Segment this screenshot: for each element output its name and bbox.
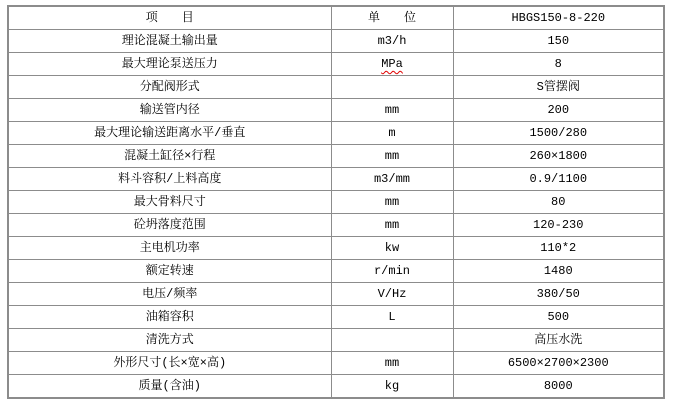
value-cell: 1500/280	[453, 122, 664, 145]
unit-cell	[331, 352, 453, 375]
item-cell: 最大骨料尺寸	[8, 191, 331, 214]
item-cell: 最大理论泵送压力	[8, 53, 331, 76]
table-row	[8, 30, 664, 53]
table-row	[8, 306, 664, 329]
item-cell: 额定转速	[8, 260, 331, 283]
item-cell: 料斗容积/上料高度	[8, 168, 331, 191]
table-row	[8, 122, 664, 145]
header-item: 项 目	[8, 6, 331, 30]
table-row	[8, 53, 664, 76]
header-unit: 单 位	[331, 6, 453, 30]
item-cell: 砼坍落度范围	[8, 214, 331, 237]
unit-cell	[331, 329, 453, 352]
table-row	[8, 260, 664, 283]
unit-text: kg	[384, 379, 400, 393]
item-cell: 油箱容积	[8, 306, 331, 329]
unit-cell	[331, 283, 453, 306]
item-cell: 主电机功率	[8, 237, 331, 260]
value-cell: 380/50	[453, 283, 664, 306]
unit-cell	[331, 375, 453, 399]
header-row	[8, 6, 664, 30]
item-cell: 外形尺寸(长×宽×高)	[8, 352, 331, 375]
item-cell: 分配阀形式	[8, 76, 331, 99]
unit-text: m3/h	[377, 34, 407, 48]
unit-cell	[331, 122, 453, 145]
unit-text: mm	[384, 149, 400, 163]
unit-cell	[331, 168, 453, 191]
spec-table	[7, 5, 665, 399]
value-cell: 8000	[453, 375, 664, 399]
value-cell: 8	[453, 53, 664, 76]
value-cell: 80	[453, 191, 664, 214]
item-cell: 输送管内径	[8, 99, 331, 122]
unit-text: m3/mm	[373, 172, 410, 186]
value-cell: 6500×2700×2300	[453, 352, 664, 375]
spec-table-body	[8, 30, 664, 399]
value-cell: 110*2	[453, 237, 664, 260]
unit-cell	[331, 237, 453, 260]
table-row	[8, 214, 664, 237]
value-cell: 120-230	[453, 214, 664, 237]
value-cell: 1480	[453, 260, 664, 283]
value-cell: 0.9/1100	[453, 168, 664, 191]
value-cell: 260×1800	[453, 145, 664, 168]
value-cell: 200	[453, 99, 664, 122]
item-cell: 混凝土缸径×行程	[8, 145, 331, 168]
unit-text: L	[388, 310, 396, 324]
unit-cell	[331, 145, 453, 168]
table-row	[8, 99, 664, 122]
unit-text: mm	[384, 218, 400, 232]
unit-cell	[331, 214, 453, 237]
value-cell: 高压水洗	[453, 329, 664, 352]
unit-cell	[331, 76, 453, 99]
table-row	[8, 352, 664, 375]
unit-text: mm	[384, 356, 400, 370]
table-row	[8, 329, 664, 352]
unit-cell	[331, 99, 453, 122]
table-row	[8, 76, 664, 99]
unit-text: kw	[384, 241, 400, 255]
item-cell: 质量(含油)	[8, 375, 331, 399]
value-cell: 500	[453, 306, 664, 329]
unit-text: V/Hz	[377, 287, 407, 301]
unit-cell	[331, 260, 453, 283]
table-row	[8, 237, 664, 260]
value-cell: 150	[453, 30, 664, 53]
unit-text: r/min	[373, 264, 410, 278]
table-row	[8, 283, 664, 306]
item-cell: 清洗方式	[8, 329, 331, 352]
unit-cell	[331, 30, 453, 53]
item-cell: 最大理论输送距离水平/垂直	[8, 122, 331, 145]
table-row	[8, 145, 664, 168]
item-cell: 电压/频率	[8, 283, 331, 306]
header-model: HBGS150-8-220	[453, 6, 664, 30]
table-row	[8, 168, 664, 191]
unit-text: m	[388, 126, 396, 140]
value-cell: S管摆阀	[453, 76, 664, 99]
unit-text: mm	[384, 103, 400, 117]
unit-text-spellchecked: MPa	[381, 57, 403, 71]
table-row	[8, 375, 664, 399]
unit-text: mm	[384, 195, 400, 209]
unit-cell	[331, 191, 453, 214]
unit-cell	[331, 53, 453, 76]
table-row	[8, 191, 664, 214]
item-cell: 理论混凝土输出量	[8, 30, 331, 53]
unit-cell	[331, 306, 453, 329]
